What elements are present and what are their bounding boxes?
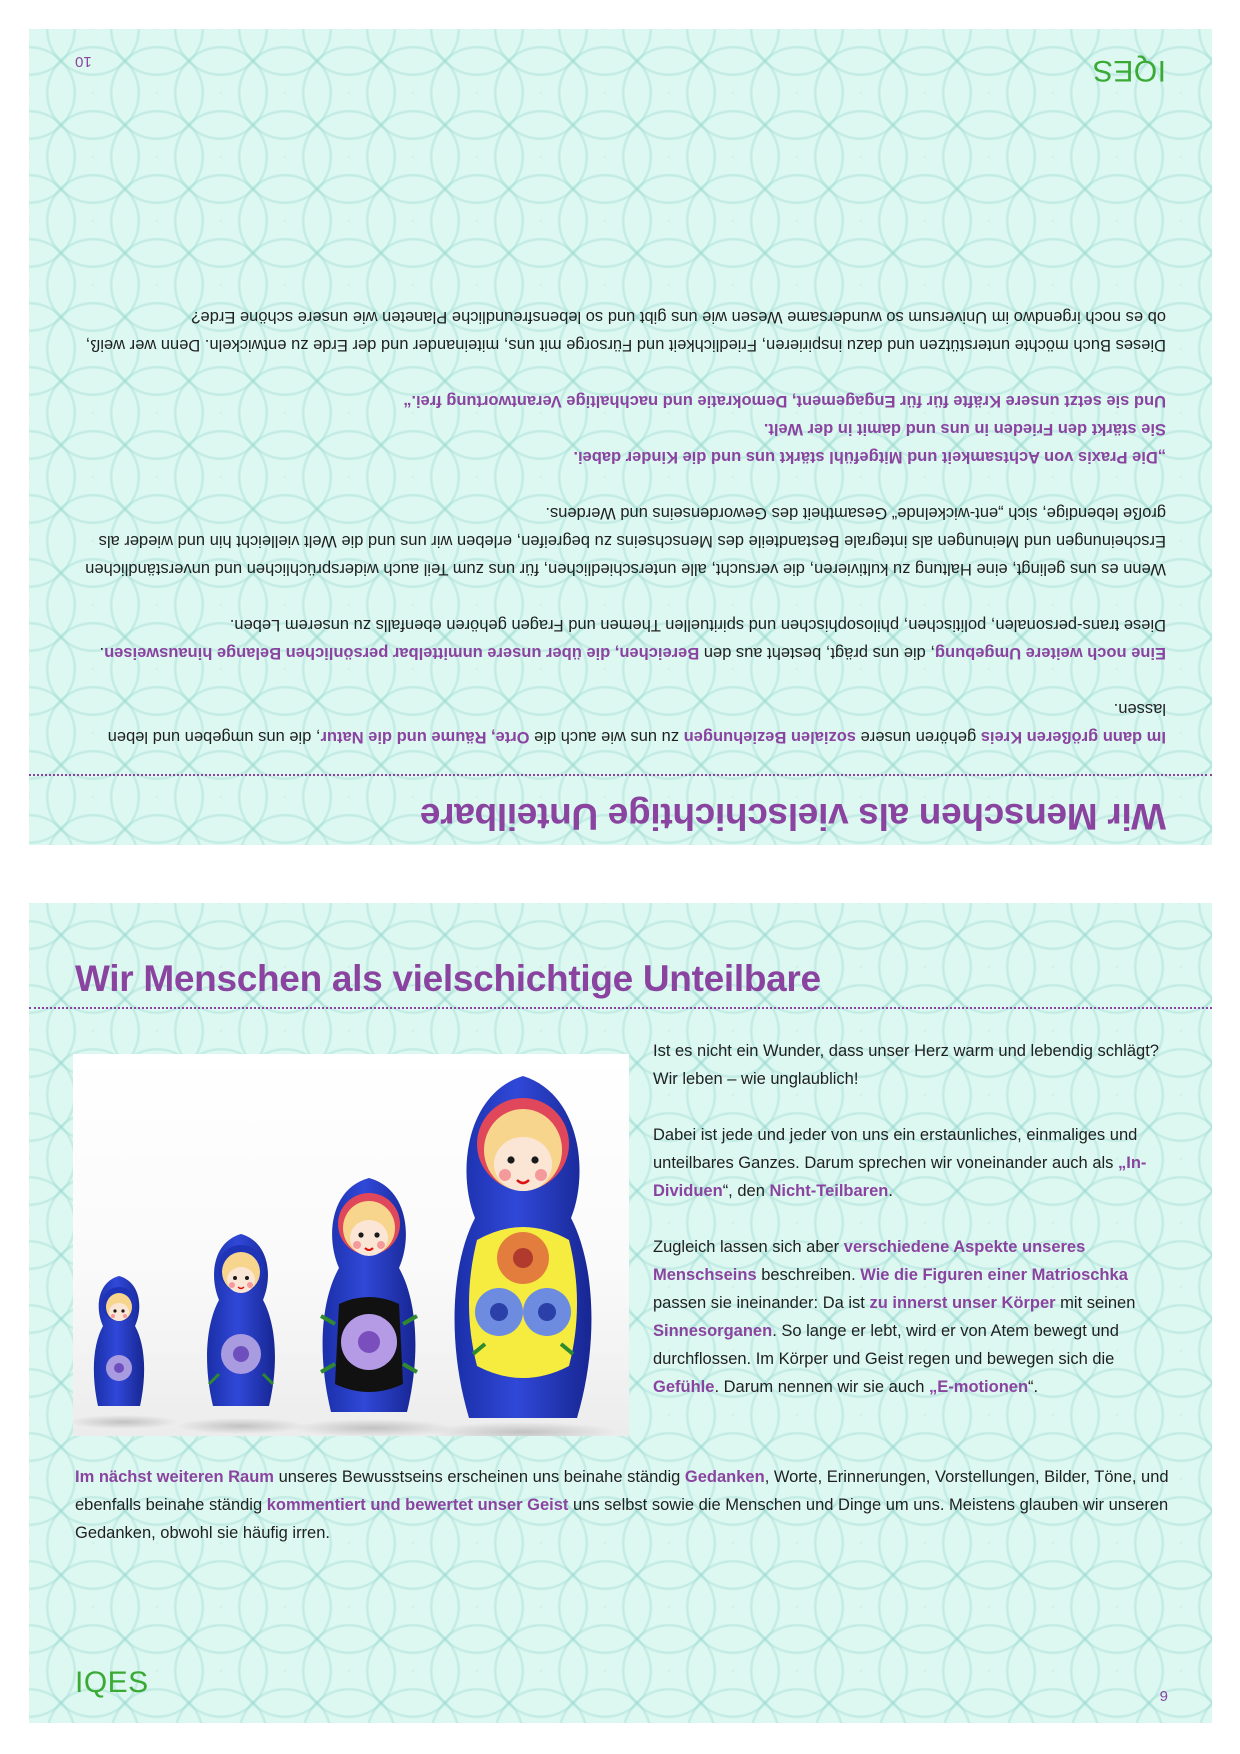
page-9-title: Wir Menschen als vielschichtige Unteilbare — [75, 958, 821, 999]
p2-highlight-areas: Bereichen, die über unsere unmittelbar persönlichen Belange hinausweisen — [104, 644, 700, 662]
quote-line-3: Und sie setzt unsere Kräfte für für Engagement, Demokratie und nachhaltige Verantwortung frei.“ — [403, 392, 1166, 410]
page-9-title-divider — [29, 1007, 1212, 1009]
p1-highlight-social: sozialen Beziehungen — [683, 728, 857, 746]
p2-text: “, den — [722, 1182, 770, 1200]
p4-highlight-thoughts: Gedanken — [684, 1468, 765, 1486]
page-9-intro — [653, 1037, 1173, 1093]
page-10-body — [76, 303, 1166, 751]
quote-line-1: „Die Praxis von Achtsamkeit und Mitgefühl stärkt uns und die Kinder dabei. — [573, 448, 1166, 466]
p3-highlight-senses: Sinnesorganen — [653, 1322, 773, 1340]
p3-text: . Darum nennen wir sie auch — [714, 1378, 930, 1396]
p3-text: mit seinen — [1055, 1294, 1136, 1312]
page-10-paragraph-3: Wenn es uns gelingt, eine Haltung zu kultivieren, die versucht, alle unterschiedlichen, für uns zum Teil auch widersprüchlichen und unverständlichen Erscheinungen und Meinungen als integrale Bestandteile des Menschseins zu begreifen, erleben wir uns und die Welt vielleicht hin und wieder als große lebendige, sich „ent-wickelnde“ Gesamtheit des Gewordenseins und Werdens. — [85, 504, 1166, 578]
page-10-title-divider — [29, 774, 1212, 776]
doll-medium-large — [321, 1178, 417, 1412]
p1-highlight-places: Orte, Räume und die Natur — [320, 728, 530, 746]
p3-highlight-body: zu innerst unser Körper — [869, 1294, 1056, 1312]
doll-small — [94, 1276, 144, 1406]
intro-line-1: Ist es nicht ein Wunder, dass unser Herz warm und lebendig schlägt? — [653, 1042, 1159, 1060]
p4-highlight-space: Im nächst weiteren Raum — [75, 1468, 274, 1486]
p2-text: . Diese trans-personalen, politischen, philosophischen und spirituellen Themen und Fragen gehören ebenfalls zu unserem Leben. — [99, 616, 1166, 662]
p2-text: Dabei ist jede und jeder von uns ein erstaunliches, einmaliges und unteilbares Ganzes. Darum sprechen wir voneinander auch als — [653, 1126, 1138, 1172]
page-10-rotated-content — [29, 29, 1212, 845]
p3-text: . So lange er lebt, wird er von Atem bewegt und durchflossen. Im Körper und Geist regen und bewegen sich die — [653, 1322, 1119, 1368]
page-9-bottom-paragraph — [75, 1463, 1175, 1547]
p2-highlight-indivisible: Nicht-Teilbaren — [769, 1182, 889, 1200]
quote-line-2: Sie stärkt den Frieden in uns und damit in der Welt. — [763, 420, 1166, 438]
iqes-logo: IQES — [1092, 54, 1166, 87]
p3-text: beschreiben. — [756, 1266, 861, 1284]
p1-text: , die uns umgeben und leben lassen. — [107, 700, 1166, 746]
page-10-quote — [76, 387, 1166, 471]
p3-highlight-feelings: Gefühle — [653, 1378, 715, 1396]
doll-medium-small — [207, 1234, 275, 1406]
page-9-paragraph-3 — [653, 1233, 1173, 1401]
page-10-paragraph-2 — [76, 611, 1166, 667]
p1-highlight-circle: Im dann größeren Kreis — [980, 728, 1166, 746]
p3-text: “. — [1028, 1378, 1039, 1396]
p2-text: , die uns prägt, besteht aus den — [699, 644, 935, 662]
p4-text: uns selbst sowie die Menschen und Dinge um uns. Meistens glauben wir unseren Gedanken, obwohl sie häufig irren. — [75, 1496, 1169, 1542]
p4-highlight-mind: kommentiert und bewertet unser Geist — [266, 1496, 569, 1514]
p1-text: gehören unsere — [856, 728, 981, 746]
intro-line-2: Wir leben – wie unglaublich! — [653, 1070, 859, 1088]
page-10-panel — [29, 29, 1212, 845]
page-10-title: Wir Menschen als vielschichtige Unteilbare — [420, 796, 1166, 837]
p2-highlight-environment: Eine noch weitere Umgebung — [934, 644, 1166, 662]
p3-highlight-emotions: „E-motionen — [929, 1378, 1029, 1396]
matryoshka-photo — [73, 1054, 629, 1436]
p3-text: passen sie ineinander: Da ist — [653, 1294, 870, 1312]
p3-highlight-matryoshka: Wie die Figuren einer Matrioschka — [860, 1266, 1128, 1284]
p3-text: Zugleich lassen sich aber — [653, 1238, 844, 1256]
page-number: 9 — [1159, 1688, 1168, 1705]
page-9-panel — [29, 903, 1212, 1723]
doll-large — [455, 1076, 592, 1418]
page-10-paragraph-1 — [76, 695, 1166, 751]
matryoshka-dolls-illustration — [73, 1054, 629, 1436]
p1-text: zu uns wie auch die — [529, 728, 684, 746]
page-10-paragraph-5: Dieses Buch möchte unterstützen und dazu inspirieren, Friedlichkeit und Fürsorge mit uns, miteinander und der Erde zu entwickeln. Denn wer weiß, ob es noch irgendwo im Universum so wundersame Wesen wie uns gibt und so lebensfreundliche Planeten wie unsere schöne Erde? — [85, 308, 1166, 354]
iqes-logo: IQES — [75, 1666, 149, 1699]
p2-text: . — [888, 1182, 893, 1200]
p4-text: unseres Bewusstseins erscheinen uns beinahe ständig — [273, 1468, 685, 1486]
p2-highlight-individuals: „In-Dividuen — [653, 1154, 1147, 1200]
page-9-paragraph-4 — [75, 1463, 1175, 1547]
p4-text: , Worte, Erinnerungen, Vorstellungen, Bilder, Töne, und ebenfalls beinahe ständig — [75, 1468, 1169, 1514]
p3-highlight-aspects: verschiedene Aspekte unseres Menschseins — [653, 1238, 1086, 1284]
page-9-paragraph-2 — [653, 1121, 1173, 1205]
page-number: 10 — [75, 53, 92, 70]
page-9-right-column — [653, 1037, 1173, 1401]
